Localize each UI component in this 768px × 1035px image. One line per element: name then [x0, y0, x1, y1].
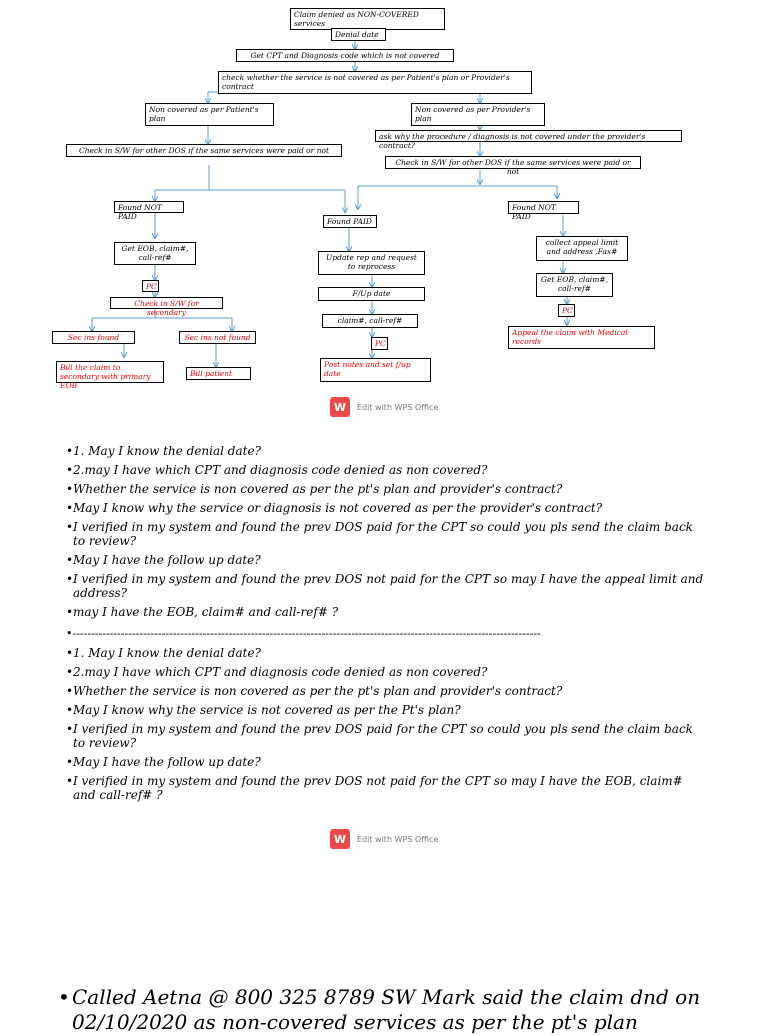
- bullet: •: [66, 665, 74, 679]
- question-list-2: [66, 646, 706, 807]
- sec-ins-found-box: Sec ins found: [52, 331, 135, 344]
- question-item: [66, 444, 706, 458]
- question-text: Whether the service is non covered as per the pt's plan and provider's contract?: [73, 684, 563, 698]
- bullet: •: [66, 605, 74, 619]
- wps-watermark-text: Edit with WPS Office: [357, 402, 439, 412]
- wps-logo-icon: W: [330, 397, 350, 417]
- question-text: I verified in my system and found the prev DOS paid for the CPT so could you pls send the claim back to review?: [73, 722, 693, 750]
- question-item: [66, 774, 706, 802]
- question-item: [66, 646, 706, 660]
- found-not-paid-left-box: Found NOT PAID: [114, 201, 184, 213]
- fup-date-box: F/Up date: [318, 287, 425, 301]
- update-rep-box: Update rep and request to reprocess: [318, 251, 425, 275]
- question-text: May I know why the service is not covered as per the Pt's plan?: [73, 703, 461, 717]
- question-item: [66, 463, 706, 477]
- check-sw-left-box: Check in S/W for other DOS if the same services were paid or not: [66, 144, 342, 157]
- question-item: [66, 501, 706, 515]
- wps-logo-icon: W: [330, 829, 350, 849]
- call-note-text: Called Aetna @ 800 325 8789 SW Mark said the claim dnd on 02/10/2020 as non-covered services as per the pt's plan: [72, 985, 701, 1034]
- bill-secondary-box: Bill the claim to secondary with primary EOB: [56, 361, 164, 383]
- sec-ins-not-found-box: Sec ins not found: [179, 331, 256, 344]
- claim-ref-box: claim#, call-ref#: [322, 314, 418, 328]
- pc-right-box: PC: [558, 304, 575, 317]
- question-text: May I know why the service or diagnosis is not covered as per the provider's contract?: [73, 501, 603, 515]
- bullet: •: [66, 684, 74, 698]
- check-secondary-box: Check in S/W for secondary: [110, 297, 223, 309]
- found-paid-box: Found PAID: [323, 215, 377, 228]
- denial-date-box: Denial date: [331, 28, 386, 41]
- check-plan-contract-box: check whether the service is not covered as per Patient's plan or Provider's contract: [218, 71, 532, 94]
- bill-patient-box: Bill patient: [186, 367, 251, 380]
- bullet: •: [66, 444, 74, 458]
- pc-middle-box: PC: [371, 337, 388, 350]
- wps-watermark-text: Edit with WPS Office: [357, 834, 439, 844]
- bullet: •: [66, 703, 74, 717]
- question-list-1: [66, 444, 706, 624]
- bullet: •: [66, 463, 74, 477]
- question-item: [66, 755, 706, 769]
- bullet: •: [66, 553, 74, 567]
- question-text: May I have the follow up date?: [73, 553, 261, 567]
- bullet: •: [66, 646, 74, 660]
- non-covered-provider-plan-box: Non covered as per Provider's plan: [411, 103, 545, 126]
- question-text: May I have the follow up date?: [73, 755, 261, 769]
- question-item: [66, 665, 706, 679]
- bullet: •: [58, 985, 70, 1009]
- question-text: 1. May I know the denial date?: [73, 646, 261, 660]
- question-item: [66, 703, 706, 717]
- question-text: I verified in my system and found the prev DOS not paid for the CPT so may I have the appeal limit and address?: [73, 572, 704, 600]
- question-text: I verified in my system and found the prev DOS paid for the CPT so could you pls send the claim back to review?: [73, 520, 693, 548]
- question-text: 2.may I have which CPT and diagnosis code denied as non covered?: [73, 463, 488, 477]
- question-item: [66, 722, 706, 750]
- bullet: •: [66, 774, 74, 788]
- check-sw-right-box: Check in S/W for other DOS if the same services were paid or not: [385, 156, 641, 169]
- get-codes-box: Get CPT and Diagnosis code which is not covered: [236, 49, 454, 62]
- appeal-box: Appeal the claim with Medical records: [508, 326, 655, 349]
- question-item: [66, 520, 706, 548]
- separator-line: •------------------------------------------------------------------------------------------------------------------------------: [66, 627, 541, 640]
- question-item: [66, 605, 706, 619]
- question-text: 2.may I have which CPT and diagnosis code denied as non covered?: [73, 665, 488, 679]
- question-text: 1. May I know the denial date?: [73, 444, 261, 458]
- get-eob-left-box: Get EOB, claim#, call-ref#: [114, 242, 196, 265]
- question-item: [66, 572, 706, 600]
- question-item: [66, 482, 706, 496]
- call-note: [58, 985, 758, 1035]
- bullet: •: [66, 755, 74, 769]
- post-notes-box: Post notes and set f/up date: [320, 358, 431, 382]
- bullet: •: [66, 520, 74, 534]
- question-text: I verified in my system and found the prev DOS not paid for the CPT so may I have the EOB, claim# and call-ref# ?: [73, 774, 683, 802]
- question-text: Whether the service is non covered as per the pt's plan and provider's contract?: [73, 482, 563, 496]
- pc-left-box: PC: [142, 280, 159, 292]
- bullet: •: [66, 722, 74, 736]
- ask-why-box: ask why the procedure / diagnosis is not covered under the provider's contract?: [375, 130, 682, 142]
- found-not-paid-right-box: Found NOT PAID: [508, 201, 579, 214]
- wps-watermark-2: [330, 829, 438, 849]
- question-item: [66, 553, 706, 567]
- bullet: •: [66, 501, 74, 515]
- bullet: •: [66, 572, 74, 586]
- wps-watermark-1: [330, 397, 438, 417]
- question-item: [66, 684, 706, 698]
- non-covered-patient-plan-box: Non covered as per Patient's plan: [145, 103, 274, 126]
- start-box: Claim denied as NON-COVERED services: [290, 8, 445, 30]
- appeal-limit-box: collect appeal limit and address ,Fax#: [536, 236, 628, 261]
- get-eob-right-box: Get EOB, claim#, call-ref#: [536, 273, 613, 297]
- bullet: •: [66, 482, 74, 496]
- question-text: may I have the EOB, claim# and call-ref# ?: [73, 605, 339, 619]
